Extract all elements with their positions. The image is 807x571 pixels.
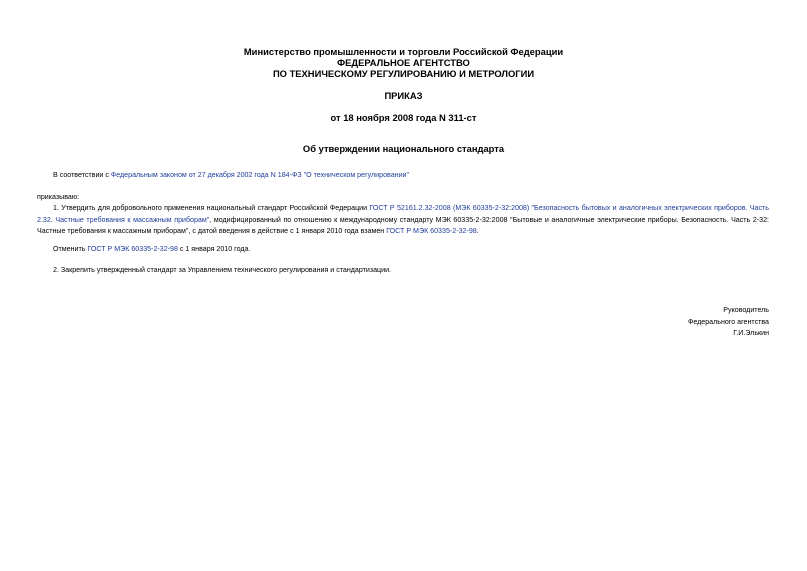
signature-agency: Федерального агентства (687, 317, 769, 326)
item1-end: . (476, 227, 479, 235)
signature-position: Руководитель (723, 306, 769, 314)
intro-paragraph (53, 170, 409, 182)
gost-replaced-link[interactable]: ГОСТ Р МЭК 60335-2-32-98 (386, 227, 477, 235)
prikazyvayu-text: приказываю: (37, 193, 80, 201)
gost-cancel-link[interactable]: ГОСТ Р МЭК 60335-2-32-98 (87, 245, 178, 253)
cancel-text: Отменить (53, 245, 88, 253)
item1-paragraph (37, 203, 769, 238)
ministry-name: Министерство промышленности и торговли Российской Федерации (243, 46, 564, 57)
item1-text: 1. Утвердить для добровольного применения национальный стандарт Российской Федерации (53, 204, 370, 212)
order-subject: Об утверждении национального стандарта (302, 143, 505, 154)
cancel-paragraph (53, 244, 250, 256)
document-header (0, 46, 807, 80)
agency-name-line2: ПО ТЕХНИЧЕСКОМУ РЕГУЛИРОВАНИЮ И МЕТРОЛОГИИ (272, 68, 535, 80)
signature-name: Г.И.Элькин (733, 329, 769, 338)
cancel-suffix-text: с 1 января 2010 года. (177, 245, 251, 253)
order-date-number: от 18 ноября 2008 года N 311-ст (330, 112, 477, 123)
gost-52161-link[interactable]: ГОСТ Р 52161.2.32-2008 (МЭК 60335-2-32:2008) "Безопасность бытовых и аналогичных электрических приборов. Часть 2.32. Частные требования к массажным приборам" (37, 204, 769, 224)
item2-paragraph: 2. Закрепить утвержденный стандарт за Управлением технического регулирования и стандартизации. (53, 266, 392, 274)
federal-law-link[interactable]: Федеральным законом от 27 декабря 2002 года N 184-ФЗ "О техническом регулировании" (110, 171, 410, 179)
item1-middle-text: , модифицированный по отношению к международному стандарту МЭК 60335-2-32:2008 "Бытовые и аналогичные электрические приборы. Безопасность. Часть 2-32: Частные требования к массажным приборам", с датой введения в действие с 1 января 2010 года взамен (37, 215, 769, 235)
signature-block (688, 305, 769, 340)
order-title: ПРИКАЗ (384, 90, 423, 101)
intro-text: В соответствии с (53, 171, 111, 179)
agency-name-line1: ФЕДЕРАЛЬНОЕ АГЕНТСТВО (337, 57, 470, 69)
